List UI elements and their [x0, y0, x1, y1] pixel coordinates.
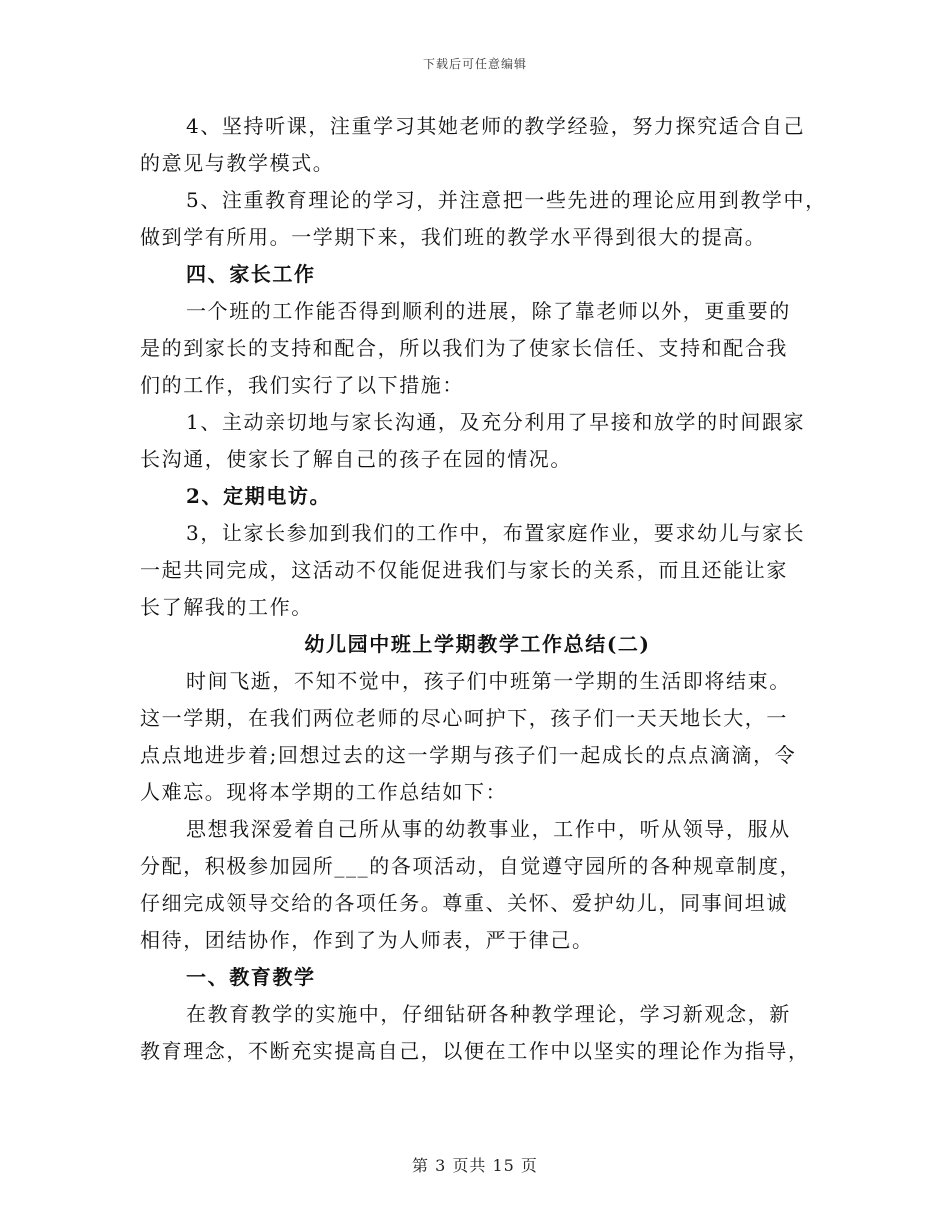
paragraph-line: 5、注重教育理论的学习，并注意把一些先进的理论应用到教学中，	[186, 188, 827, 212]
paragraph-line: 分配，积极参加园所___的各项活动，自觉遵守园所的各种规章制度，	[140, 854, 802, 878]
document-body	[140, 108, 827, 1070]
paragraph-line: 思想我深爱着自己所从事的幼教事业，工作中，听从领导，服从	[186, 817, 791, 841]
paragraph-line: 相待，团结协作，作到了为人师表，严于律己。	[140, 928, 594, 952]
paragraph-line: 在教育教学的实施中，仔细钻研各种教学理论，学习新观念，新	[186, 1002, 791, 1026]
paragraph-line: 一起共同完成，这活动不仅能促进我们与家长的关系，而且还能让家	[140, 558, 788, 582]
paragraph-line: 3，让家长参加到我们的工作中，布置家庭作业，要求幼儿与家长	[186, 521, 806, 545]
paragraph-line: 长了解我的工作。	[140, 595, 313, 619]
document-title: 幼儿园中班上学期教学工作总结(二)	[304, 632, 651, 656]
paragraph-line: 1、主动亲切地与家长沟通，及充分利用了早接和放学的时间跟家	[186, 410, 806, 434]
paragraph-line: 是的到家长的支持和配合，所以我们为了使家长信任、支持和配合我	[140, 336, 788, 360]
paragraph-line: 一个班的工作能否得到顺利的进展，除了靠老师以外，更重要的	[186, 299, 791, 323]
paragraph-line: 教育理念，不断充实提高自己，以便在工作中以坚实的理论作为指导，	[140, 1039, 810, 1063]
section-heading: 四、家长工作	[186, 262, 316, 286]
paragraph-line: 仔细完成领导交给的各项任务。尊重、关怀、爱护幼儿，同事间坦诚	[140, 891, 788, 915]
section-heading: 一、教育教学	[186, 965, 316, 989]
paragraph-line: 点点地进步着;回想过去的这一学期与孩子们一起成长的点点滴滴，令	[140, 743, 797, 767]
paragraph-line: 长沟通，使家长了解自己的孩子在园的情况。	[140, 447, 572, 471]
page-header-note: 下载后可任意编辑	[422, 57, 527, 71]
paragraph-line: 人难忘。现将本学期的工作总结如下：	[140, 780, 508, 804]
page-number-footer: 第 3 页共 15 页	[412, 1156, 538, 1175]
paragraph-line: 的意见与教学模式。	[140, 151, 335, 175]
paragraph-line: 这一学期，在我们两位老师的尽心呵护下，孩子们一天天地长大，一	[140, 706, 788, 730]
section-subheading: 2、定期电访。	[186, 484, 332, 508]
paragraph-line: 时间飞逝，不知不觉中，孩子们中班第一学期的生活即将结束。	[186, 669, 791, 693]
paragraph-line: 做到学有所用。一学期下来，我们班的教学水平得到很大的提高。	[140, 225, 767, 249]
paragraph-line: 4、坚持听课，注重学习其她老师的教学经验，努力探究适合自己	[186, 114, 806, 138]
paragraph-line: 们的工作，我们实行了以下措施：	[140, 373, 464, 397]
